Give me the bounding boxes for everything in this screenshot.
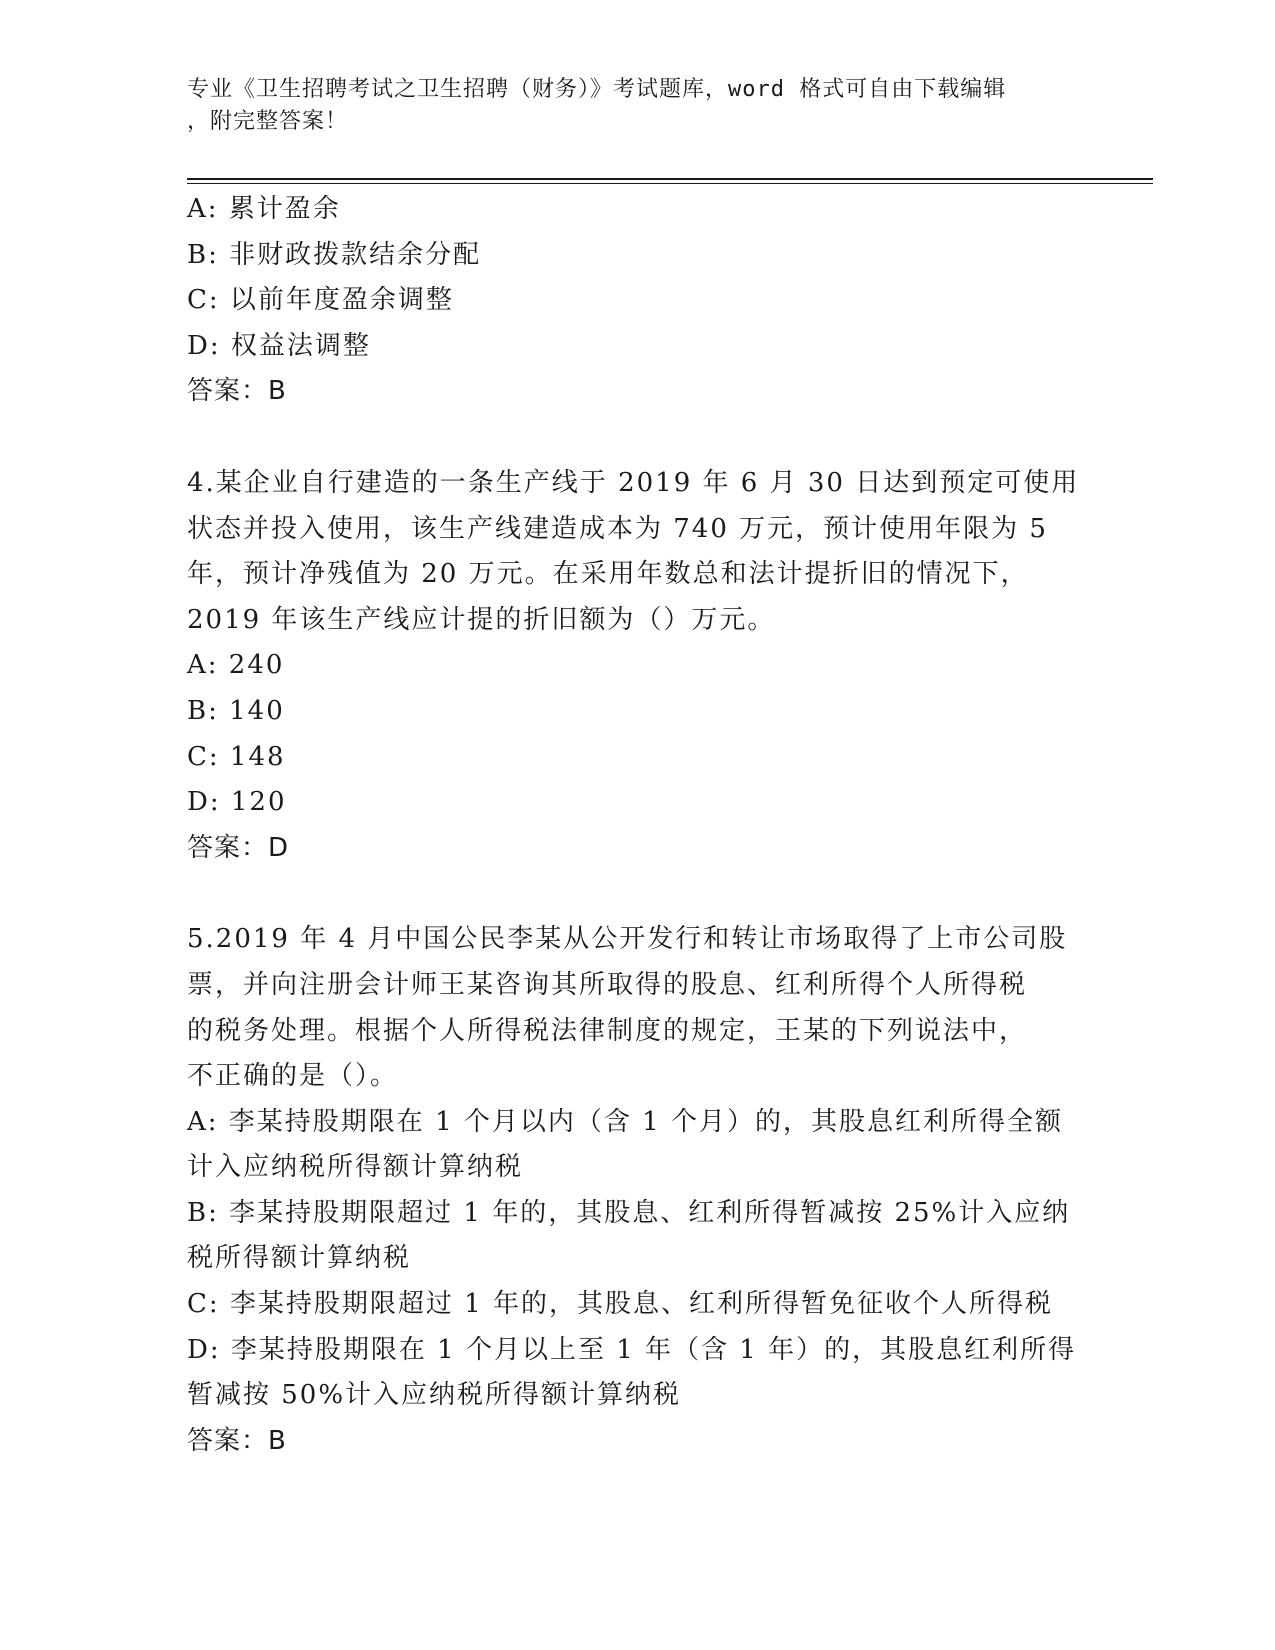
question-stem-line: 的税务处理。根据个人所得税法律制度的规定，王某的下列说法中， [187,1015,1028,1046]
header-line-1: 专业《卫生招聘考试之卫生招聘（财务）》考试题库，word 格式可自由下载编辑 [187,77,1007,102]
option-a-continued: 计入应纳税所得额计算纳税 [187,1152,524,1183]
header-rule-thick [187,178,1153,180]
question-stem-line: 年，预计净残值为 20 万元。在采用年数总和法计提折旧的情况下， [187,559,1029,590]
option-a: A: 李某持股期限在 1 个月以内（含 1 个月）的，其股息红利所得全额 [187,1106,1063,1137]
option-d: D: 120 [187,787,287,818]
question-3 [187,187,1077,415]
header-rule-thin [187,183,1153,184]
question-4 [187,461,1080,871]
option-c: C: 李某持股期限超过 1 年的，其股息、红利所得暂免征收个人所得税 [187,1289,1053,1320]
option-a: A: 240 [187,650,285,681]
document-header [187,74,1067,138]
question-stem-line: 4.某企业自行建造的一条生产线于 2019 年 6 月 30 日达到预定可使用 [187,467,1080,498]
option-b: B: 非财政拨款结余分配 [187,239,482,270]
option-a: A: 累计盈余 [187,194,341,224]
option-d: D: 权益法调整 [187,330,371,361]
question-stem-line: 不正确的是（）。 [187,1061,399,1092]
question-5 [187,917,1077,1464]
header-line-2: ，附完整答案！ [187,109,349,134]
question-stem-line: 5.2019 年 4 月中国公民李某从公开发行和转让市场取得了上市公司股 [187,924,1068,955]
option-d-continued: 暂减按 50%计入应纳税所得额计算纳税 [187,1380,682,1411]
answer: 答案：D [187,832,290,863]
question-stem-line: 票，并向注册会计师王某咨询其所取得的股息、红利所得个人所得税 [187,969,1028,1000]
answer: 答案：B [187,1425,287,1456]
option-c: C: 以前年度盈余调整 [187,285,454,316]
option-b-continued: 税所得额计算纳税 [187,1243,412,1274]
option-c: C: 148 [187,741,286,772]
option-d: D: 李某持股期限在 1 个月以上至 1 年（含 1 年）的，其股息红利所得 [187,1334,1077,1365]
option-b: B: 李某持股期限超过 1 年的，其股息、红利所得暂减按 25%计入应纳 [187,1197,1071,1228]
question-stem-line: 2019 年该生产线应计提的折旧额为（）万元。 [187,604,776,635]
answer: 答案：B [187,376,287,407]
option-b: B: 140 [187,695,285,726]
question-stem-line: 状态并投入使用，该生产线建造成本为 740 万元，预计使用年限为 5 [187,513,1048,544]
document-body [187,187,1080,1464]
